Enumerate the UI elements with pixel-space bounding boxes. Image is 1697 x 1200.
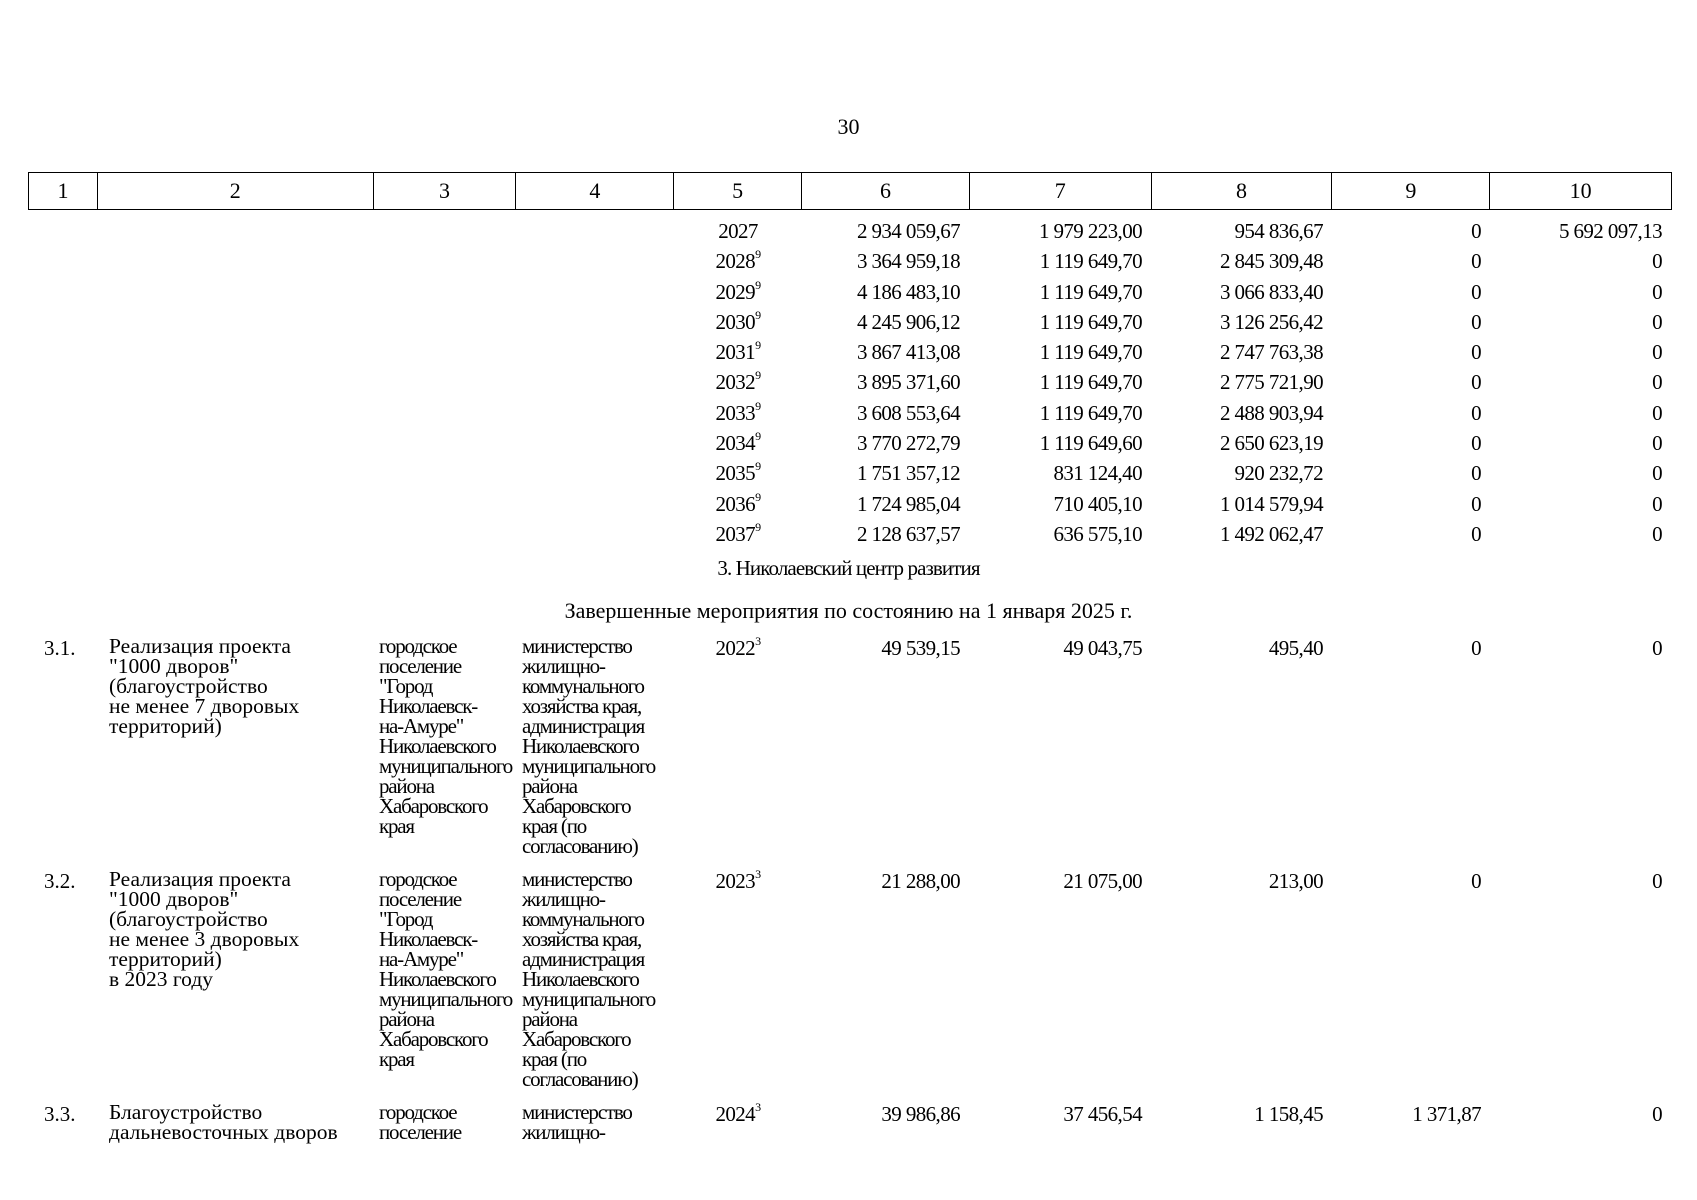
year-cell bbox=[674, 869, 802, 1089]
empty-cell bbox=[373, 340, 516, 370]
value-col7: 1 119 649,70 bbox=[1039, 400, 1142, 425]
value-col8: 920 232,72 bbox=[1234, 461, 1323, 486]
empty-cell bbox=[97, 370, 373, 400]
empty-cell bbox=[28, 219, 97, 249]
empty-cell bbox=[373, 461, 516, 491]
footnote-mark: 9 bbox=[755, 459, 761, 474]
value-col9: 0 bbox=[1471, 370, 1481, 395]
table-row bbox=[28, 461, 1672, 491]
empty-cell bbox=[516, 310, 674, 340]
value-col7: 49 043,75 bbox=[1063, 636, 1142, 660]
activity-number: 3.3. bbox=[44, 1102, 76, 1126]
activity-location: городское поселение "Город Николаевск- на-Амуре" Николаевского муниципального района Хабаровского края bbox=[379, 634, 513, 838]
column-header: 8 bbox=[1152, 173, 1333, 209]
year-cell bbox=[674, 461, 802, 491]
value-col9: 0 bbox=[1471, 340, 1481, 365]
year-value: 2034 bbox=[715, 431, 756, 456]
value-col6: 2 128 637,57 bbox=[856, 521, 960, 546]
value-col7: 1 119 649,60 bbox=[1039, 431, 1142, 456]
table-row bbox=[28, 249, 1672, 279]
value-col8: 2 747 763,38 bbox=[1219, 340, 1323, 365]
year-value: 2037 bbox=[715, 521, 756, 546]
value-col7: 1 119 649,70 bbox=[1039, 370, 1142, 395]
year-value: 2030 bbox=[715, 309, 756, 334]
empty-cell bbox=[373, 401, 516, 431]
activity-number: 3.1. bbox=[44, 636, 76, 660]
year-value: 2031 bbox=[715, 340, 756, 365]
value-col10: 5 692 097,13 bbox=[1558, 219, 1662, 243]
value-col10: 0 bbox=[1652, 279, 1662, 304]
footnote-mark: 3 bbox=[755, 634, 761, 648]
footnote-mark: 9 bbox=[755, 489, 761, 504]
value-col6: 3 364 959,18 bbox=[856, 249, 960, 274]
value-col9: 0 bbox=[1471, 869, 1481, 893]
activity-name: Благоустройство дальневосточных дворов bbox=[109, 1100, 338, 1144]
activity-row bbox=[28, 869, 1672, 1089]
footnote-mark: 9 bbox=[755, 247, 761, 262]
value-col6: 3 608 553,64 bbox=[856, 400, 960, 425]
value-col7: 710 405,10 bbox=[1053, 491, 1142, 516]
activity-executor: министерство жилищно- коммунального хозяйства края, администрация Николаевского муниципального района Хабаровского края (по согласованию) bbox=[522, 634, 656, 858]
empty-cell bbox=[516, 219, 674, 249]
empty-cell bbox=[97, 280, 373, 310]
empty-cell bbox=[97, 492, 373, 522]
year-value: 2022 bbox=[715, 636, 756, 660]
year-value: 2032 bbox=[715, 370, 756, 395]
empty-cell bbox=[516, 280, 674, 310]
activity-number: 3.2. bbox=[44, 869, 76, 893]
section-subtitle: Завершенные мероприятия по состоянию на 1 января 2025 г. bbox=[564, 598, 1133, 623]
value-col7: 1 119 649,70 bbox=[1039, 279, 1142, 304]
column-header: 4 bbox=[516, 173, 674, 209]
value-col10: 0 bbox=[1652, 491, 1662, 516]
value-col9: 0 bbox=[1471, 400, 1481, 425]
value-col7: 1 119 649,70 bbox=[1039, 340, 1142, 365]
value-col10: 0 bbox=[1652, 400, 1662, 425]
empty-cell bbox=[28, 492, 97, 522]
year-value: 2035 bbox=[715, 461, 756, 486]
empty-cell bbox=[516, 370, 674, 400]
value-col9: 0 bbox=[1471, 431, 1481, 456]
empty-cell bbox=[28, 401, 97, 431]
year-cell bbox=[674, 219, 802, 249]
activity-location: городское поселение "Город Николаевск- на-Амуре" Николаевского муниципального района Хабаровского края bbox=[379, 867, 513, 1071]
year-value: 2024 bbox=[715, 1102, 756, 1126]
value-col8: 495,40 bbox=[1268, 636, 1323, 660]
value-col10: 0 bbox=[1652, 249, 1662, 274]
value-col10: 0 bbox=[1652, 636, 1662, 660]
table-row bbox=[28, 277, 1672, 310]
value-col8: 954 836,67 bbox=[1234, 219, 1323, 243]
year-value: 2036 bbox=[715, 491, 756, 516]
year-value: 2033 bbox=[715, 400, 756, 425]
value-col6: 4 245 906,12 bbox=[856, 309, 960, 334]
empty-cell bbox=[516, 249, 674, 279]
yearly-funding-rows bbox=[28, 219, 1672, 552]
value-col7: 21 075,00 bbox=[1063, 869, 1142, 893]
empty-cell bbox=[28, 522, 97, 552]
column-header: 2 bbox=[98, 173, 374, 209]
year-cell bbox=[674, 277, 802, 310]
empty-cell bbox=[373, 370, 516, 400]
empty-cell bbox=[516, 431, 674, 461]
value-col6: 3 895 371,60 bbox=[856, 370, 960, 395]
table-row bbox=[28, 340, 1672, 370]
value-col8: 2 775 721,90 bbox=[1219, 370, 1323, 395]
value-col10: 0 bbox=[1652, 521, 1662, 546]
value-col7: 1 119 649,70 bbox=[1039, 249, 1142, 274]
column-header: 6 bbox=[802, 173, 970, 209]
footnote-mark: 9 bbox=[755, 368, 761, 383]
table-row bbox=[28, 307, 1672, 340]
empty-cell bbox=[28, 431, 97, 461]
table-row bbox=[28, 489, 1672, 522]
value-col9: 0 bbox=[1471, 491, 1481, 516]
empty-cell bbox=[97, 340, 373, 370]
column-header: 10 bbox=[1569, 178, 1592, 203]
footnote-mark: 9 bbox=[755, 398, 761, 413]
value-col10: 0 bbox=[1652, 370, 1662, 395]
footnote-mark: 9 bbox=[755, 338, 761, 353]
activity-executor: министерство жилищно- bbox=[522, 1100, 632, 1144]
value-col10: 0 bbox=[1652, 461, 1662, 486]
year-cell bbox=[674, 431, 802, 461]
activity-location: городское поселение bbox=[379, 1100, 461, 1144]
column-header: 9 bbox=[1332, 173, 1490, 209]
year-cell bbox=[674, 489, 802, 522]
table-header-row bbox=[28, 172, 1672, 210]
value-col7: 37 456,54 bbox=[1063, 1102, 1142, 1126]
value-col8: 1 492 062,47 bbox=[1219, 521, 1323, 546]
empty-cell bbox=[516, 492, 674, 522]
value-col6: 39 986,86 bbox=[881, 1102, 960, 1126]
section-title: 3. Николаевский центр развития bbox=[717, 556, 980, 580]
year-cell bbox=[674, 249, 802, 279]
value-col10: 0 bbox=[1652, 1102, 1662, 1126]
value-col8: 1 158,45 bbox=[1254, 1102, 1323, 1126]
empty-cell bbox=[373, 280, 516, 310]
year-cell bbox=[674, 340, 802, 370]
value-col7: 636 575,10 bbox=[1053, 521, 1142, 546]
empty-cell bbox=[28, 249, 97, 279]
empty-cell bbox=[373, 249, 516, 279]
footnote-mark: 3 bbox=[755, 867, 761, 881]
table-row bbox=[28, 519, 1672, 552]
value-col6: 49 539,15 bbox=[881, 636, 960, 660]
value-col8: 2 488 903,94 bbox=[1219, 400, 1323, 425]
activity-name: Реализация проекта "1000 дворов" (благоустройство не менее 7 дворовых территорий) bbox=[109, 634, 300, 738]
value-col7: 1 119 649,70 bbox=[1039, 309, 1142, 334]
empty-cell bbox=[373, 492, 516, 522]
value-col9: 0 bbox=[1471, 219, 1481, 243]
value-col9: 0 bbox=[1471, 461, 1481, 486]
empty-cell bbox=[97, 431, 373, 461]
footnote-mark: 9 bbox=[755, 307, 761, 322]
empty-cell bbox=[97, 522, 373, 552]
empty-cell bbox=[97, 219, 373, 249]
table-row bbox=[28, 219, 1672, 249]
empty-cell bbox=[373, 522, 516, 552]
value-col7: 831 124,40 bbox=[1053, 461, 1142, 486]
value-col9: 0 bbox=[1471, 636, 1481, 660]
value-col8: 213,00 bbox=[1268, 869, 1323, 893]
footnote-mark: 3 bbox=[755, 1100, 761, 1114]
value-col8: 3 126 256,42 bbox=[1219, 309, 1323, 334]
empty-cell bbox=[373, 310, 516, 340]
value-col6: 1 724 985,04 bbox=[856, 491, 960, 516]
empty-cell bbox=[97, 249, 373, 279]
column-header: 7 bbox=[970, 173, 1152, 209]
value-col6: 21 288,00 bbox=[881, 869, 960, 893]
value-col9: 0 bbox=[1471, 279, 1481, 304]
year-value: 2027 bbox=[718, 219, 758, 243]
value-col9: 0 bbox=[1471, 521, 1481, 546]
value-col8: 1 014 579,94 bbox=[1219, 491, 1323, 516]
empty-cell bbox=[97, 310, 373, 340]
footnote-mark: 9 bbox=[755, 519, 761, 534]
footnote-mark: 9 bbox=[755, 277, 761, 292]
value-col9: 0 bbox=[1471, 249, 1481, 274]
value-col10: 0 bbox=[1652, 340, 1662, 365]
value-col8: 2 650 623,19 bbox=[1219, 431, 1323, 456]
column-header: 5 bbox=[674, 173, 802, 209]
value-col10: 0 bbox=[1652, 869, 1662, 893]
value-col9: 0 bbox=[1471, 309, 1481, 334]
empty-cell bbox=[28, 280, 97, 310]
empty-cell bbox=[373, 219, 516, 249]
activity-name: Реализация проекта "1000 дворов" (благоустройство не менее 3 дворовых территорий) в 2023 году bbox=[109, 867, 300, 991]
empty-cell bbox=[28, 370, 97, 400]
value-col8: 3 066 833,40 bbox=[1219, 279, 1323, 304]
empty-cell bbox=[516, 461, 674, 491]
empty-cell bbox=[97, 461, 373, 491]
table-row bbox=[28, 431, 1672, 461]
empty-cell bbox=[28, 340, 97, 370]
value-col8: 2 845 309,48 bbox=[1219, 249, 1323, 274]
value-col9: 1 371,87 bbox=[1412, 1102, 1481, 1126]
value-col6: 2 934 059,67 bbox=[856, 219, 960, 243]
value-col7: 1 979 223,00 bbox=[1038, 219, 1142, 243]
year-cell bbox=[674, 636, 802, 856]
value-col6: 3 867 413,08 bbox=[856, 340, 960, 365]
column-header: 3 bbox=[374, 173, 517, 209]
year-cell bbox=[674, 519, 802, 552]
empty-cell bbox=[516, 401, 674, 431]
value-col6: 1 751 357,12 bbox=[856, 461, 960, 486]
activity-row bbox=[28, 1102, 1672, 1142]
empty-cell bbox=[28, 310, 97, 340]
footnote-mark: 9 bbox=[755, 429, 761, 444]
year-cell bbox=[674, 1102, 802, 1142]
empty-cell bbox=[516, 522, 674, 552]
year-value: 2023 bbox=[715, 869, 756, 893]
empty-cell bbox=[516, 340, 674, 370]
value-col10: 0 bbox=[1652, 431, 1662, 456]
year-value: 2028 bbox=[715, 249, 756, 274]
value-col6: 3 770 272,79 bbox=[856, 431, 960, 456]
value-col6: 4 186 483,10 bbox=[856, 279, 960, 304]
empty-cell bbox=[373, 431, 516, 461]
empty-cell bbox=[28, 461, 97, 491]
table-row bbox=[28, 370, 1672, 400]
empty-cell bbox=[97, 401, 373, 431]
activity-executor: министерство жилищно- коммунального хозяйства края, администрация Николаевского муниципального района Хабаровского края (по согласованию) bbox=[522, 867, 656, 1091]
year-cell bbox=[674, 307, 802, 340]
year-value: 2029 bbox=[715, 279, 756, 304]
column-header: 1 bbox=[29, 173, 98, 209]
activity-row bbox=[28, 636, 1672, 856]
value-col10: 0 bbox=[1652, 309, 1662, 334]
table-row bbox=[28, 398, 1672, 431]
year-cell bbox=[674, 370, 802, 400]
page-number: 30 bbox=[837, 114, 860, 139]
year-cell bbox=[674, 398, 802, 431]
